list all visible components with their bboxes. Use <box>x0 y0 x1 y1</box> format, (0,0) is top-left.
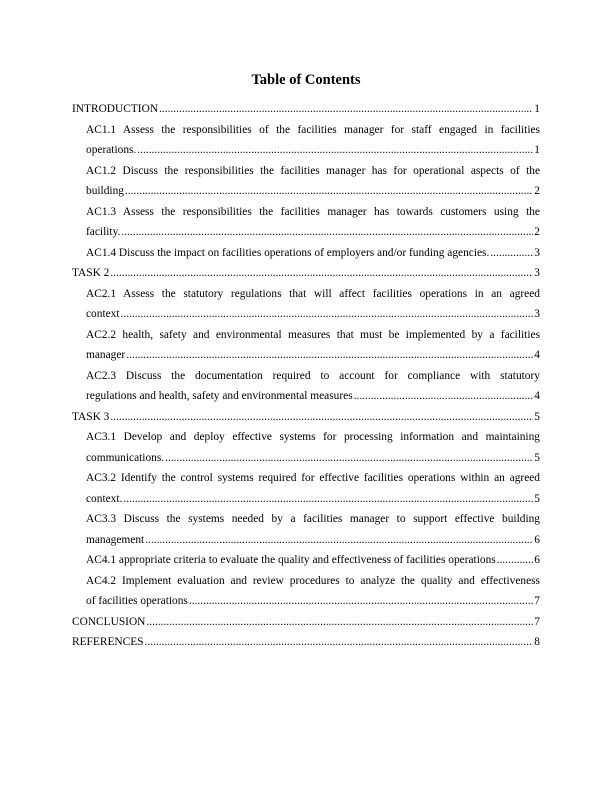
dot-leader <box>490 243 533 264</box>
toc-title: Table of Contents <box>251 72 361 88</box>
dot-leader <box>189 591 533 612</box>
dot-leader <box>165 448 533 469</box>
toc-entry-title: facility. <box>86 226 121 238</box>
dot-leader <box>354 386 534 407</box>
toc-entry-title: manager <box>86 349 126 361</box>
toc-page-number: 5 <box>534 492 540 505</box>
dot-leader <box>126 345 533 366</box>
toc-entry[interactable] <box>72 161 540 202</box>
toc-page-number: 6 <box>534 533 540 546</box>
toc-entry[interactable] <box>72 468 540 509</box>
toc-entry-text-line: AC3.3 Discuss the systems needed by a facilities manager to support effective building <box>86 513 540 525</box>
toc-entry-row <box>86 550 540 571</box>
toc-entry-row <box>72 263 540 284</box>
toc-entry-title: regulations and health, safety and environmental measures <box>86 390 353 402</box>
toc-entry-row <box>86 489 540 510</box>
toc-entry[interactable] <box>72 366 540 407</box>
toc-entry-row <box>72 407 540 428</box>
dot-leader <box>497 550 534 571</box>
toc-entry-title: context <box>86 308 120 320</box>
toc-entry-title: management <box>86 533 145 546</box>
toc-page-number: 6 <box>534 554 540 566</box>
toc-entry-row <box>86 304 540 325</box>
toc-entry-row <box>86 140 540 161</box>
toc-entry[interactable] <box>72 120 540 161</box>
toc-entry-text-line: AC3.2 Identify the control systems required for effective facilities operations within an agreed <box>86 472 540 484</box>
toc-entry-title: CONCLUSION <box>72 615 146 628</box>
toc-entry-row <box>86 530 540 551</box>
toc-entry-text-line: AC4.2 Implement evaluation and review procedures to analyze the quality and effectiveness <box>86 574 540 587</box>
toc-entry[interactable] <box>72 632 540 653</box>
toc-entry[interactable] <box>72 571 540 612</box>
toc-entry[interactable] <box>72 284 540 325</box>
toc-entry-row <box>86 591 540 612</box>
dot-leader <box>121 222 533 243</box>
toc-entry-row <box>86 243 540 264</box>
dot-leader <box>110 407 533 428</box>
toc-entry-row <box>72 632 540 653</box>
dot-leader <box>123 489 533 510</box>
toc-entry-title: operations. <box>86 144 137 156</box>
toc-page-number: 3 <box>534 246 540 259</box>
dot-leader <box>159 99 533 120</box>
dot-leader <box>125 181 533 202</box>
toc-page-number: 3 <box>534 267 540 279</box>
toc-entry-row <box>72 99 540 120</box>
toc-entry-row <box>86 448 540 469</box>
toc-entry-title: TASK 2 <box>72 267 110 279</box>
toc-entry-text-line: AC1.1 Assess the responsibilities of the facilities manager for staff engaged in facilities <box>86 123 540 136</box>
toc-entry[interactable] <box>72 243 540 264</box>
toc-entry[interactable] <box>72 263 540 284</box>
toc-entry[interactable] <box>72 99 540 120</box>
toc-page-number: 4 <box>534 349 540 361</box>
toc-page-number: 5 <box>534 410 540 423</box>
dot-leader <box>145 632 534 653</box>
toc-page-number: 2 <box>534 226 540 238</box>
toc-entry-text-line: AC1.3 Assess the responsibilities the facilities manager has towards customers using the <box>86 205 540 218</box>
toc-entry[interactable] <box>72 325 540 366</box>
toc-entry-title: AC1.4 Discuss the impact on facilities operations of employers and/or funding agencies. <box>86 246 490 259</box>
toc-page-number: 2 <box>534 185 540 197</box>
dot-leader <box>110 263 533 284</box>
toc-entry-text-line: AC2.2 health, safety and environmental measures that must be implemented by a facilities <box>86 328 540 341</box>
toc-page-number: 8 <box>534 636 540 648</box>
toc-page-number: 3 <box>534 308 540 320</box>
toc-entry-row <box>86 222 540 243</box>
toc-entry-text-line: AC3.1 Develop and deploy effective systems for processing information and maintaining <box>86 431 540 443</box>
toc-entry[interactable] <box>72 407 540 428</box>
toc-entry-row <box>86 386 540 407</box>
toc-entry[interactable] <box>72 202 540 243</box>
toc-entry-row <box>86 345 540 366</box>
toc-entry-title: TASK 3 <box>72 410 110 423</box>
toc-entry-title: context. <box>86 492 123 505</box>
dot-leader <box>121 304 534 325</box>
table-of-contents <box>72 99 540 653</box>
toc-entry-title: communications. <box>86 451 165 464</box>
toc-entry-title: INTRODUCTION <box>72 103 159 115</box>
toc-entry[interactable] <box>72 427 540 468</box>
toc-entry[interactable] <box>72 509 540 550</box>
toc-page-number: 7 <box>534 595 540 607</box>
toc-page-number: 5 <box>534 451 540 464</box>
toc-page-number: 4 <box>534 390 540 402</box>
toc-entry-title: of facilities operations <box>86 595 188 607</box>
toc-entry-text-line: AC1.2 Discuss the responsibilities the facilities manager has for operational aspects of the <box>86 164 540 177</box>
dot-leader <box>137 140 533 161</box>
toc-entry[interactable] <box>72 612 540 633</box>
toc-entry-text-line: AC2.3 Discuss the documentation required to account for compliance with statutory <box>86 369 540 382</box>
toc-page-number: 1 <box>534 103 540 115</box>
toc-entry-title: REFERENCES <box>72 636 144 648</box>
toc-entry-text-line: AC2.1 Assess the statutory regulations that will affect facilities operations in an agreed <box>86 287 540 300</box>
toc-page-number: 1 <box>534 144 540 156</box>
toc-entry-title: AC4.1 appropriate criteria to evaluate the quality and effectiveness of facilities operations <box>86 554 496 566</box>
toc-entry-row <box>72 612 540 633</box>
toc-entry-row <box>86 181 540 202</box>
toc-entry-title: building <box>86 185 124 197</box>
dot-leader <box>146 612 533 633</box>
toc-entry[interactable] <box>72 550 540 571</box>
toc-page-number: 7 <box>534 615 540 628</box>
dot-leader <box>145 530 533 551</box>
